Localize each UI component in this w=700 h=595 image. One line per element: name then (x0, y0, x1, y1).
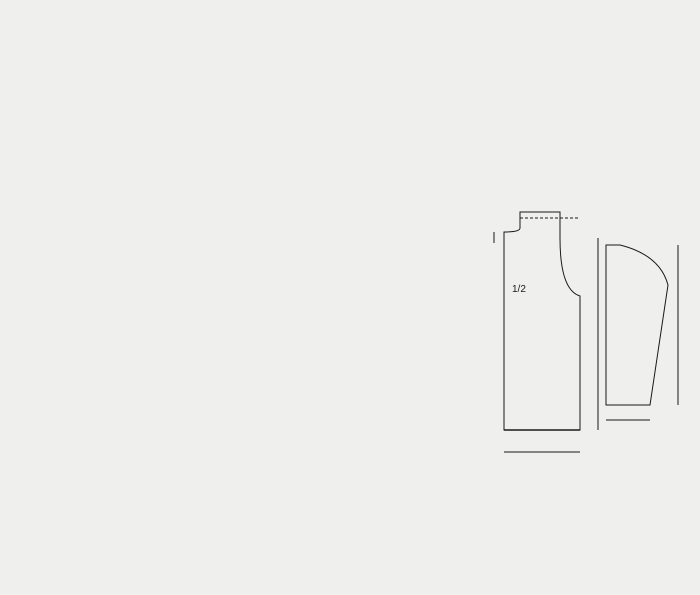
body-pattern-piece (494, 212, 598, 452)
body-label (512, 284, 526, 295)
body-outline (504, 212, 580, 430)
body-label-line: 1/2 (512, 284, 526, 295)
sleeve-outline (606, 245, 668, 405)
sleeve-pattern-piece (606, 245, 678, 420)
